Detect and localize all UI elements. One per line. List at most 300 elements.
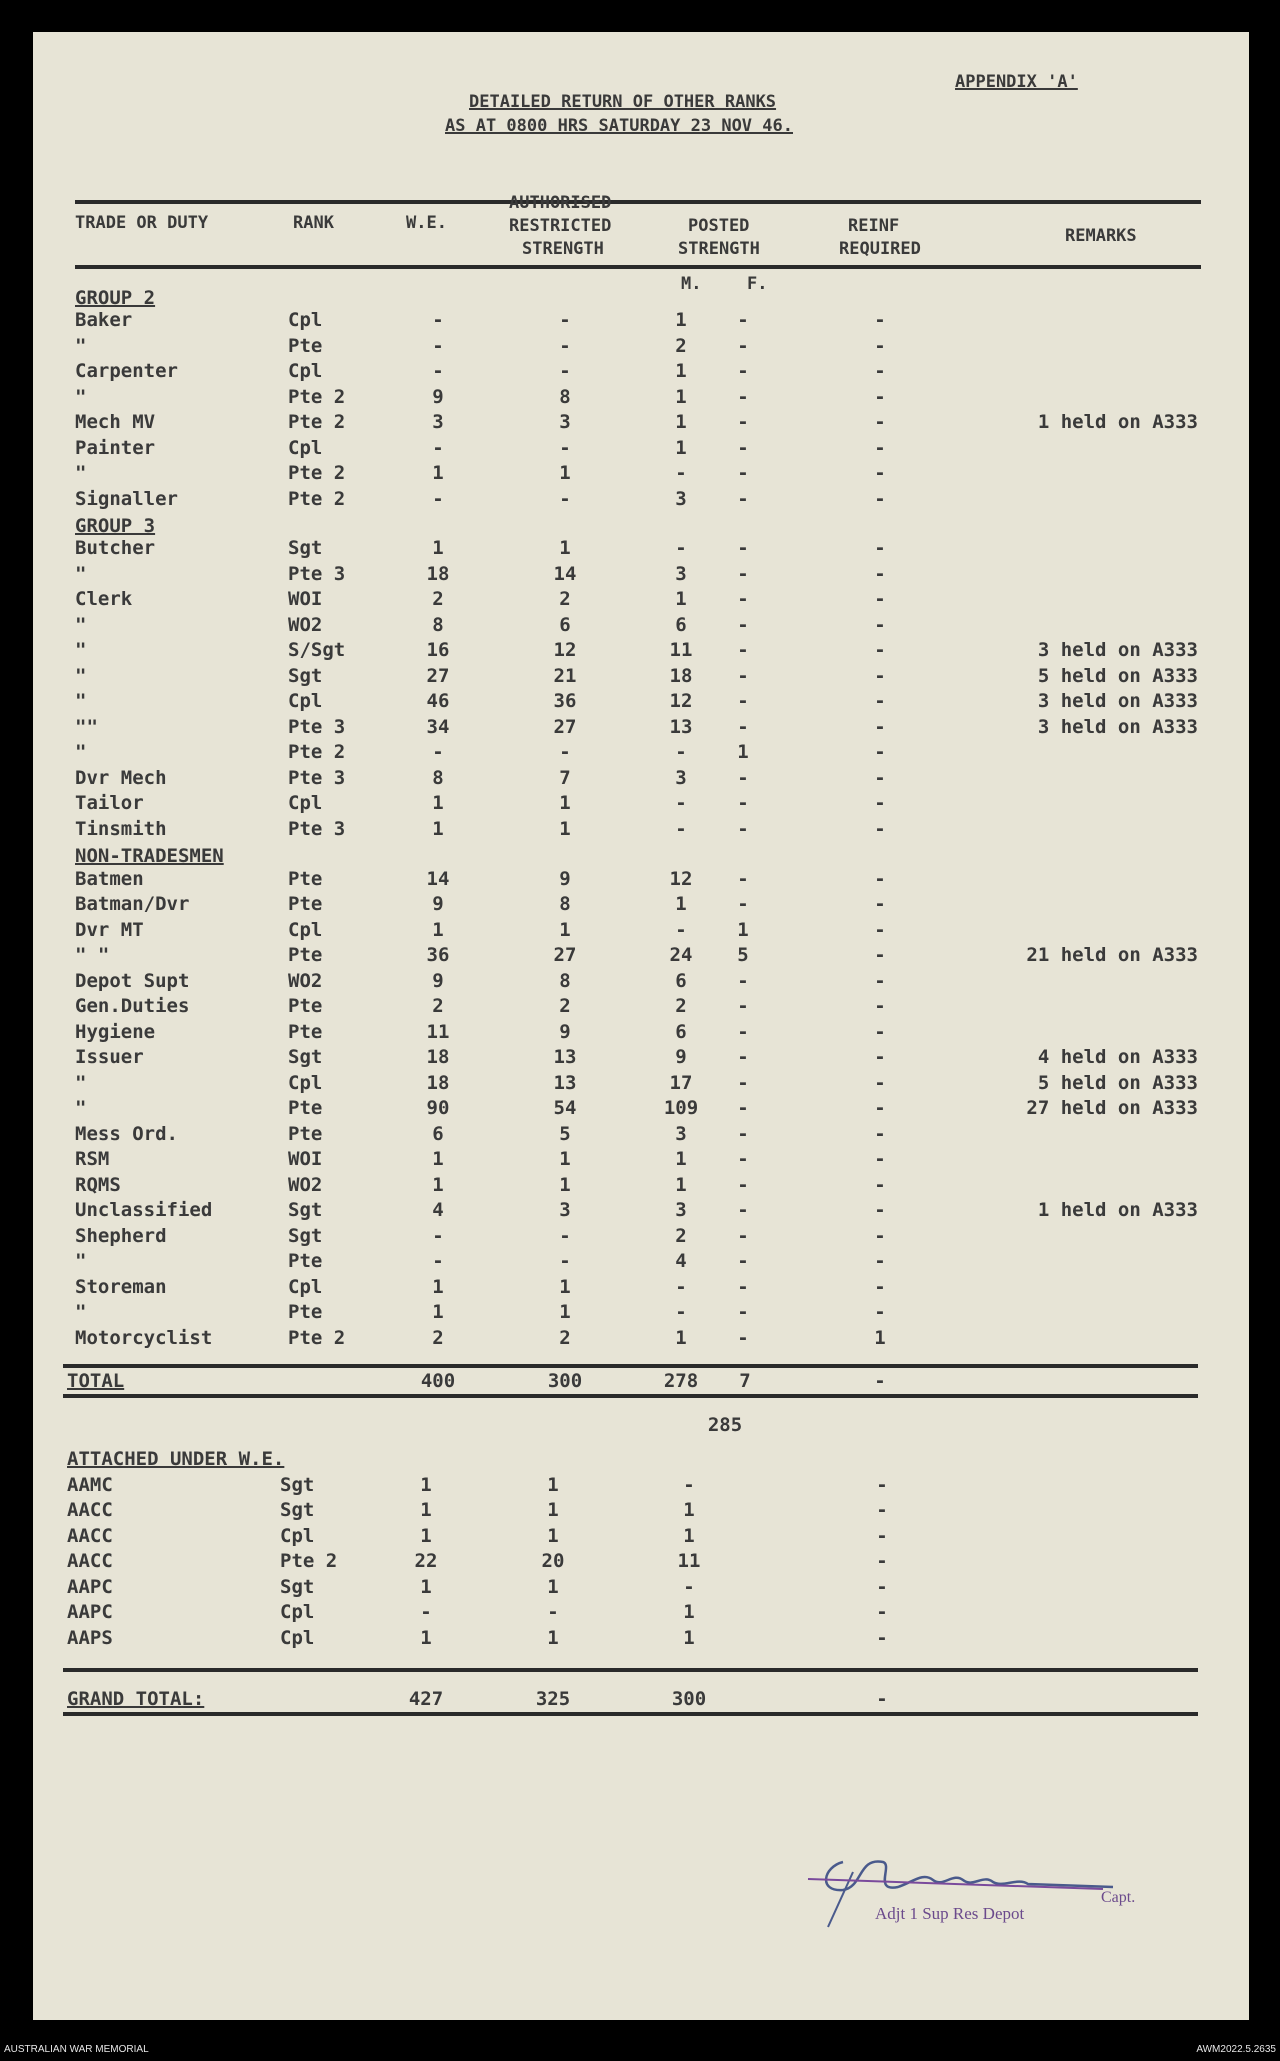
row-we: 1 bbox=[432, 792, 444, 815]
row-authorised: 1 bbox=[559, 817, 571, 840]
row-posted-f: - bbox=[737, 562, 749, 585]
row-trade: Batman/Dvr bbox=[75, 893, 190, 916]
row-trade: Issuer bbox=[75, 1046, 144, 1069]
row-posted-f: - bbox=[737, 1122, 749, 1145]
attached-rank: Cpl bbox=[280, 1524, 315, 1547]
attached-rank: Sgt bbox=[280, 1575, 315, 1598]
row-posted-f: - bbox=[737, 1046, 749, 1069]
row-rank: Pte bbox=[288, 1250, 323, 1273]
row-remarks: 5 held on A333 bbox=[1037, 664, 1198, 687]
row-rank: Cpl bbox=[288, 690, 323, 713]
row-trade: Motorcyclist bbox=[75, 1326, 213, 1349]
row-posted-f: - bbox=[737, 613, 749, 636]
row-rank: Sgt bbox=[288, 1046, 323, 1069]
title-line-1: DETAILED RETURN OF OTHER RANKS bbox=[469, 92, 777, 112]
row-reinf: - bbox=[874, 639, 886, 662]
row-posted-f: - bbox=[737, 893, 749, 916]
row-we: 1 bbox=[432, 1301, 444, 1324]
row-authorised: 8 bbox=[559, 893, 571, 916]
row-posted-m: 109 bbox=[663, 1097, 699, 1120]
row-posted-f: 1 bbox=[737, 918, 749, 941]
row-reinf: - bbox=[874, 613, 886, 636]
group-heading: NON-TRADESMEN bbox=[75, 845, 224, 868]
row-reinf: - bbox=[874, 588, 886, 611]
row-remarks: 5 held on A333 bbox=[1037, 1071, 1198, 1094]
row-we: 16 bbox=[426, 639, 450, 662]
row-posted-m: - bbox=[675, 1275, 687, 1298]
row-posted-f: - bbox=[737, 1097, 749, 1120]
total-bottom-rule bbox=[63, 1394, 1198, 1398]
attached-we: 22 bbox=[414, 1550, 438, 1573]
row-rank: Pte 2 bbox=[288, 1326, 346, 1349]
attached-authorised: 1 bbox=[547, 1626, 559, 1649]
attached-trade: AAMC bbox=[67, 1473, 113, 1496]
row-posted-m: - bbox=[675, 537, 687, 560]
total-top-rule bbox=[63, 1364, 1198, 1368]
header-posted-m: M. bbox=[681, 274, 702, 294]
officer-rank: Capt. bbox=[1101, 1889, 1136, 1906]
row-trade: " bbox=[75, 741, 87, 764]
row-rank: Pte bbox=[288, 1020, 323, 1043]
row-reinf: - bbox=[874, 360, 886, 383]
attached-trade: AAPC bbox=[67, 1575, 113, 1598]
row-reinf: - bbox=[874, 487, 886, 510]
row-trade: " bbox=[75, 639, 87, 662]
row-posted-f: - bbox=[737, 309, 749, 332]
row-reinf: - bbox=[874, 562, 886, 585]
attached-trade: AACC bbox=[67, 1550, 113, 1573]
row-rank: Cpl bbox=[288, 1071, 323, 1094]
row-reinf: - bbox=[874, 1301, 886, 1324]
row-posted-f: - bbox=[737, 1071, 749, 1094]
row-reinf: - bbox=[874, 385, 886, 408]
row-trade: " bbox=[75, 1097, 87, 1120]
row-trade: " bbox=[75, 462, 87, 485]
row-authorised: 13 bbox=[553, 1046, 577, 1069]
row-authorised: - bbox=[559, 741, 571, 764]
row-we: 1 bbox=[432, 918, 444, 941]
attached-posted: - bbox=[683, 1473, 695, 1496]
row-reinf: - bbox=[874, 664, 886, 687]
row-reinf: - bbox=[874, 1122, 886, 1145]
grand-total-authorised: 325 bbox=[535, 1688, 571, 1711]
row-trade: Tailor bbox=[75, 792, 144, 815]
row-trade: Mech MV bbox=[75, 411, 156, 434]
row-we: 14 bbox=[426, 867, 450, 890]
attached-authorised: 20 bbox=[541, 1550, 565, 1573]
row-authorised: 8 bbox=[559, 969, 571, 992]
row-authorised: 14 bbox=[553, 562, 577, 585]
row-trade: RSM bbox=[75, 1148, 110, 1171]
row-posted-m: 3 bbox=[675, 487, 687, 510]
row-posted-f: - bbox=[737, 537, 749, 560]
row-posted-m: - bbox=[675, 817, 687, 840]
header-auth-1: AUTHORISED bbox=[509, 193, 612, 213]
row-posted-f: - bbox=[737, 1326, 749, 1349]
row-reinf: - bbox=[874, 690, 886, 713]
row-posted-f: - bbox=[737, 385, 749, 408]
row-authorised: 1 bbox=[559, 462, 571, 485]
row-we: 2 bbox=[432, 1326, 444, 1349]
row-posted-f: - bbox=[737, 436, 749, 459]
row-authorised: 27 bbox=[553, 944, 577, 967]
row-trade: Hygiene bbox=[75, 1020, 156, 1043]
grand-total-label: GRAND TOTAL: bbox=[67, 1688, 205, 1711]
row-reinf: - bbox=[874, 817, 886, 840]
row-authorised: 1 bbox=[559, 1173, 571, 1196]
total-combined-posted: 285 bbox=[707, 1414, 743, 1437]
header-reinf-1: REINF bbox=[848, 216, 900, 236]
row-rank: WOI bbox=[288, 588, 323, 611]
grand-total-top-rule bbox=[63, 1668, 1198, 1672]
row-rank: WOI bbox=[288, 1148, 323, 1171]
row-we: - bbox=[432, 487, 444, 510]
attached-we: 1 bbox=[420, 1524, 432, 1547]
row-trade: RQMS bbox=[75, 1173, 121, 1196]
row-trade: " bbox=[75, 562, 87, 585]
row-remarks: 3 held on A333 bbox=[1037, 690, 1198, 713]
row-posted-f: 5 bbox=[737, 944, 749, 967]
row-posted-f: - bbox=[737, 360, 749, 383]
row-trade: Mess Ord. bbox=[75, 1122, 178, 1145]
row-rank: Pte bbox=[288, 944, 323, 967]
row-we: 6 bbox=[432, 1122, 444, 1145]
attached-heading: ATTACHED UNDER W.E. bbox=[67, 1448, 285, 1471]
row-reinf: - bbox=[874, 715, 886, 738]
total-we: 400 bbox=[420, 1370, 456, 1393]
row-we: 2 bbox=[432, 995, 444, 1018]
header-auth-3: STRENGTH bbox=[522, 239, 604, 259]
attached-posted: 1 bbox=[683, 1524, 695, 1547]
row-trade: " " bbox=[75, 944, 110, 967]
row-trade: " bbox=[75, 690, 87, 713]
row-authorised: 54 bbox=[553, 1097, 577, 1120]
row-posted-f: - bbox=[737, 411, 749, 434]
row-rank: Pte bbox=[288, 1122, 323, 1145]
attached-reinf: - bbox=[876, 1473, 888, 1496]
header-rank: RANK bbox=[293, 213, 334, 233]
row-authorised: - bbox=[559, 1224, 571, 1247]
row-posted-m: 4 bbox=[675, 1250, 687, 1273]
row-reinf: - bbox=[874, 969, 886, 992]
row-trade: Storeman bbox=[75, 1275, 167, 1298]
row-authorised: 1 bbox=[559, 918, 571, 941]
row-posted-m: 13 bbox=[669, 715, 693, 738]
row-trade: Butcher bbox=[75, 537, 156, 560]
row-we: 8 bbox=[432, 766, 444, 789]
row-trade: Dvr MT bbox=[75, 918, 144, 941]
row-we: 18 bbox=[426, 1071, 450, 1094]
row-we: 46 bbox=[426, 690, 450, 713]
row-rank: Pte 2 bbox=[288, 385, 346, 408]
row-rank: Pte 3 bbox=[288, 562, 346, 585]
total-posted-f: 7 bbox=[739, 1370, 751, 1393]
attached-we: - bbox=[420, 1601, 432, 1624]
attached-rank: Sgt bbox=[280, 1473, 315, 1496]
attached-authorised: 1 bbox=[547, 1473, 559, 1496]
row-we: 1 bbox=[432, 1173, 444, 1196]
row-posted-m: 1 bbox=[675, 309, 687, 332]
row-authorised: 27 bbox=[553, 715, 577, 738]
row-posted-m: 12 bbox=[669, 867, 693, 890]
row-reinf: - bbox=[874, 436, 886, 459]
attached-posted: 1 bbox=[683, 1626, 695, 1649]
row-rank: Pte bbox=[288, 893, 323, 916]
row-rank: Sgt bbox=[288, 664, 323, 687]
row-we: 1 bbox=[432, 1148, 444, 1171]
row-we: 4 bbox=[432, 1199, 444, 1222]
row-posted-f: - bbox=[737, 334, 749, 357]
header-auth-2: RESTRICTED bbox=[509, 216, 612, 236]
row-posted-f: - bbox=[737, 462, 749, 485]
row-posted-f: - bbox=[737, 1224, 749, 1247]
row-we: 9 bbox=[432, 385, 444, 408]
attached-trade: AACC bbox=[67, 1499, 113, 1522]
row-posted-f: - bbox=[737, 817, 749, 840]
row-reinf: - bbox=[874, 462, 886, 485]
row-trade: " bbox=[75, 664, 87, 687]
row-rank: Pte 2 bbox=[288, 487, 346, 510]
row-we: 9 bbox=[432, 893, 444, 916]
row-authorised: 3 bbox=[559, 411, 571, 434]
row-rank: Pte 3 bbox=[288, 766, 346, 789]
row-posted-m: 1 bbox=[675, 385, 687, 408]
row-posted-m: - bbox=[675, 918, 687, 941]
row-rank: Cpl bbox=[288, 792, 323, 815]
row-we: - bbox=[432, 436, 444, 459]
row-reinf: - bbox=[874, 1046, 886, 1069]
row-trade: "" bbox=[75, 715, 98, 738]
attached-trade: AACC bbox=[67, 1524, 113, 1547]
row-rank: Pte bbox=[288, 867, 323, 890]
row-posted-f: - bbox=[737, 969, 749, 992]
row-remarks: 3 held on A333 bbox=[1037, 715, 1198, 738]
row-rank: Cpl bbox=[288, 1275, 323, 1298]
row-posted-m: 2 bbox=[675, 334, 687, 357]
row-reinf: - bbox=[874, 537, 886, 560]
row-we: - bbox=[432, 334, 444, 357]
attached-posted: 1 bbox=[683, 1601, 695, 1624]
row-trade: Signaller bbox=[75, 487, 178, 510]
row-authorised: 1 bbox=[559, 1148, 571, 1171]
row-reinf: - bbox=[874, 1224, 886, 1247]
row-reinf: - bbox=[874, 1097, 886, 1120]
row-reinf: - bbox=[874, 766, 886, 789]
row-we: 1 bbox=[432, 537, 444, 560]
attached-rank: Cpl bbox=[280, 1601, 315, 1624]
row-authorised: 36 bbox=[553, 690, 577, 713]
row-authorised: - bbox=[559, 436, 571, 459]
total-reinf: - bbox=[874, 1370, 886, 1393]
row-posted-f: - bbox=[737, 639, 749, 662]
row-we: - bbox=[432, 1224, 444, 1247]
row-reinf: - bbox=[874, 918, 886, 941]
row-posted-f: - bbox=[737, 766, 749, 789]
row-rank: Pte 2 bbox=[288, 741, 346, 764]
row-rank: Cpl bbox=[288, 360, 323, 383]
row-trade: Dvr Mech bbox=[75, 766, 167, 789]
row-rank: Pte 2 bbox=[288, 462, 346, 485]
row-remarks: 1 held on A333 bbox=[1037, 411, 1198, 434]
row-reinf: - bbox=[874, 1148, 886, 1171]
row-posted-f: - bbox=[737, 487, 749, 510]
row-we: 1 bbox=[432, 817, 444, 840]
row-posted-m: 3 bbox=[675, 1122, 687, 1145]
row-authorised: 1 bbox=[559, 1301, 571, 1324]
row-trade: Unclassified bbox=[75, 1199, 213, 1222]
row-we: 9 bbox=[432, 969, 444, 992]
row-reinf: - bbox=[874, 334, 886, 357]
row-posted-m: 1 bbox=[675, 360, 687, 383]
row-posted-f: - bbox=[737, 1148, 749, 1171]
row-posted-m: 1 bbox=[675, 411, 687, 434]
attached-reinf: - bbox=[876, 1550, 888, 1573]
row-reinf: - bbox=[874, 1250, 886, 1273]
row-authorised: - bbox=[559, 360, 571, 383]
header-posted-2: STRENGTH bbox=[678, 239, 760, 259]
row-rank: WO2 bbox=[288, 613, 323, 636]
row-posted-f: - bbox=[737, 1301, 749, 1324]
row-rank: Pte 3 bbox=[288, 715, 346, 738]
row-reinf: - bbox=[874, 1199, 886, 1222]
row-reinf: - bbox=[874, 1173, 886, 1196]
row-remarks: 21 held on A333 bbox=[1026, 944, 1198, 967]
row-rank: Pte 2 bbox=[288, 411, 346, 434]
attached-we: 1 bbox=[420, 1473, 432, 1496]
attached-authorised: - bbox=[547, 1601, 559, 1624]
row-posted-m: 1 bbox=[675, 1173, 687, 1196]
total-posted-m: 278 bbox=[663, 1370, 699, 1393]
attached-trade: AAPS bbox=[67, 1626, 113, 1649]
attached-we: 1 bbox=[420, 1626, 432, 1649]
row-we: 8 bbox=[432, 613, 444, 636]
group-heading: GROUP 2 bbox=[75, 287, 156, 309]
attached-rank: Sgt bbox=[280, 1499, 315, 1522]
row-trade: " bbox=[75, 385, 87, 408]
row-we: 18 bbox=[426, 1046, 450, 1069]
row-posted-m: 24 bbox=[669, 944, 693, 967]
row-posted-m: 3 bbox=[675, 766, 687, 789]
row-reinf: 1 bbox=[874, 1326, 886, 1349]
row-posted-m: 1 bbox=[675, 893, 687, 916]
row-trade: Clerk bbox=[75, 588, 133, 611]
attached-reinf: - bbox=[876, 1499, 888, 1522]
total-label: TOTAL bbox=[67, 1370, 125, 1393]
row-reinf: - bbox=[874, 1020, 886, 1043]
header-top-rule bbox=[75, 200, 1201, 204]
row-we: - bbox=[432, 1250, 444, 1273]
row-remarks: 3 held on A333 bbox=[1037, 639, 1198, 662]
row-reinf: - bbox=[874, 1071, 886, 1094]
attached-reinf: - bbox=[876, 1524, 888, 1547]
row-rank: S/Sgt bbox=[288, 639, 346, 662]
row-posted-f: - bbox=[737, 588, 749, 611]
row-rank: Cpl bbox=[288, 918, 323, 941]
row-authorised: - bbox=[559, 309, 571, 332]
row-rank: Pte bbox=[288, 1301, 323, 1324]
attached-trade: AAPC bbox=[67, 1601, 113, 1624]
row-authorised: - bbox=[559, 1250, 571, 1273]
attached-posted: - bbox=[683, 1575, 695, 1598]
row-posted-m: 6 bbox=[675, 613, 687, 636]
row-trade: Gen.Duties bbox=[75, 995, 190, 1018]
row-reinf: - bbox=[874, 792, 886, 815]
row-we: 90 bbox=[426, 1097, 450, 1120]
total-authorised: 300 bbox=[547, 1370, 583, 1393]
row-we: 1 bbox=[432, 1275, 444, 1298]
row-we: - bbox=[432, 360, 444, 383]
row-reinf: - bbox=[874, 309, 886, 332]
row-trade: Painter bbox=[75, 436, 156, 459]
row-posted-f: - bbox=[737, 1020, 749, 1043]
row-posted-f: - bbox=[737, 1275, 749, 1298]
row-rank: WO2 bbox=[288, 969, 323, 992]
row-posted-m: 3 bbox=[675, 562, 687, 585]
row-authorised: 21 bbox=[553, 664, 577, 687]
row-rank: Pte 3 bbox=[288, 817, 346, 840]
row-posted-f: - bbox=[737, 867, 749, 890]
attached-posted: 1 bbox=[683, 1499, 695, 1522]
row-posted-f: - bbox=[737, 792, 749, 815]
row-trade: Carpenter bbox=[75, 360, 178, 383]
row-we: 34 bbox=[426, 715, 450, 738]
attached-rank: Pte 2 bbox=[280, 1550, 338, 1573]
header-posted-f: F. bbox=[747, 274, 768, 294]
attached-reinf: - bbox=[876, 1626, 888, 1649]
row-remarks: 27 held on A333 bbox=[1026, 1097, 1198, 1120]
row-we: 2 bbox=[432, 588, 444, 611]
row-reinf: - bbox=[874, 1275, 886, 1298]
grand-total-we: 427 bbox=[408, 1688, 444, 1711]
row-authorised: 12 bbox=[553, 639, 577, 662]
row-posted-m: 6 bbox=[675, 969, 687, 992]
row-posted-m: 1 bbox=[675, 436, 687, 459]
row-we: 3 bbox=[432, 411, 444, 434]
row-posted-f: 1 bbox=[737, 741, 749, 764]
attached-we: 1 bbox=[420, 1575, 432, 1598]
row-reinf: - bbox=[874, 411, 886, 434]
row-reinf: - bbox=[874, 944, 886, 967]
attached-posted: 11 bbox=[677, 1550, 701, 1573]
row-posted-m: 1 bbox=[675, 588, 687, 611]
row-posted-f: - bbox=[737, 1250, 749, 1273]
row-trade: Batmen bbox=[75, 867, 144, 890]
row-posted-m: - bbox=[675, 1301, 687, 1324]
row-rank: Pte bbox=[288, 334, 323, 357]
row-authorised: 13 bbox=[553, 1071, 577, 1094]
footer-right: AWM2022.5.2635 bbox=[1196, 2044, 1276, 2055]
attached-authorised: 1 bbox=[547, 1524, 559, 1547]
grand-total-posted: 300 bbox=[671, 1688, 707, 1711]
row-authorised: 9 bbox=[559, 867, 571, 890]
row-rank: Cpl bbox=[288, 436, 323, 459]
row-we: 36 bbox=[426, 944, 450, 967]
row-trade: Baker bbox=[75, 309, 133, 332]
header-posted-1: POSTED bbox=[688, 216, 750, 236]
header-trade: TRADE OR DUTY bbox=[75, 213, 209, 233]
row-we: - bbox=[432, 309, 444, 332]
row-authorised: 1 bbox=[559, 1275, 571, 1298]
attached-rank: Cpl bbox=[280, 1626, 315, 1649]
attached-we: 1 bbox=[420, 1499, 432, 1522]
header-we: W.E. bbox=[406, 213, 447, 233]
row-we: 1 bbox=[432, 462, 444, 485]
title-line-2: AS AT 0800 HRS SATURDAY 23 NOV 46. bbox=[445, 116, 793, 136]
row-authorised: 1 bbox=[559, 792, 571, 815]
grand-total-bottom-rule bbox=[63, 1712, 1198, 1716]
footer-left: AUSTRALIAN WAR MEMORIAL bbox=[4, 2044, 149, 2055]
row-posted-m: 9 bbox=[675, 1046, 687, 1069]
